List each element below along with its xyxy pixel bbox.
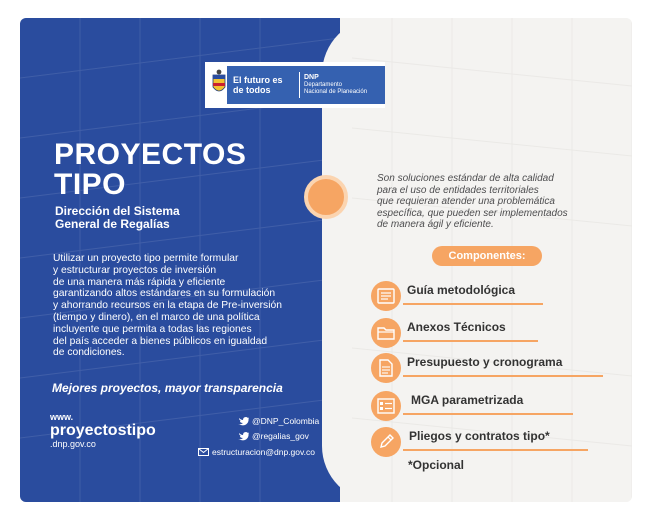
component-underline xyxy=(403,303,543,305)
description-line: Son soluciones estándar de alta calidad xyxy=(377,173,554,184)
title-line-2: TIPO xyxy=(54,168,127,201)
intro-line: garantizando altos estándares en su formulación xyxy=(53,288,276,300)
twitter-regalias-link[interactable] xyxy=(238,431,309,441)
intro-line: Utilizar un proyecto tipo permite formular xyxy=(53,253,239,264)
description xyxy=(377,173,615,231)
twitter-handle-2: @regalias_gov xyxy=(252,431,309,441)
description-line: específica, que pueden ser implementados xyxy=(377,207,568,219)
component-underline xyxy=(403,449,588,451)
intro-line: del país acceder a bienes públicos en igualdad xyxy=(53,335,268,347)
component-label: MGA parametrizada xyxy=(411,393,524,407)
slogan: Mejores proyectos, mayor transparencia xyxy=(52,381,283,395)
description-line: que requieran atender una problemática xyxy=(377,196,555,207)
twitter-icon xyxy=(238,417,249,426)
twitter-handle-1: @DNP_Colombia xyxy=(252,416,320,426)
mail-icon xyxy=(198,448,209,456)
website-link[interactable] xyxy=(50,412,156,449)
subtitle-line-2: General de Regalías xyxy=(55,217,170,231)
guide-icon xyxy=(371,281,401,311)
description-line: de manera ágil y eficiente. xyxy=(377,219,494,230)
intro-line: (tiempo y dinero), en el marco de una política xyxy=(53,311,260,323)
website-domain: .dnp.gov.co xyxy=(50,439,96,449)
component-label: Pliegos y contratos tipo* xyxy=(409,429,550,443)
intro-line: de una manera más rápida y eficiente xyxy=(53,276,226,288)
description-line: para el uso de entidades territoriales xyxy=(377,184,539,196)
website-main: proyectostipo xyxy=(50,422,156,439)
logo-org-short: DNP xyxy=(304,74,319,81)
accent-circle xyxy=(304,175,348,219)
page-subtitle xyxy=(55,205,180,231)
intro-line: y ahorrando recursos en la etapa de Pre-inversión xyxy=(53,300,282,312)
component-underline xyxy=(403,413,573,415)
website-www: www. xyxy=(50,412,74,422)
logo-org xyxy=(304,74,367,96)
document-icon xyxy=(371,353,401,383)
folder-icon xyxy=(371,318,401,348)
title-line-1: PROYECTOS xyxy=(54,138,247,171)
component-underline xyxy=(403,340,538,342)
twitter-icon xyxy=(238,432,249,441)
logo-banner xyxy=(227,66,385,104)
pencil-icon xyxy=(371,427,401,457)
email-address: estructuracion@dnp.gov.co xyxy=(212,447,315,457)
logo-org-line2: Nacional de Planeación xyxy=(304,89,368,95)
component-underline xyxy=(403,375,603,377)
logo-tagline: El futuro es de todos xyxy=(233,75,283,95)
components-heading: Componentes: xyxy=(432,246,542,266)
subtitle-line-1: Dirección del Sistema xyxy=(55,204,180,218)
intro-line: incluyente que permita a todas las regiones xyxy=(53,323,252,335)
optional-note: *Opcional xyxy=(408,458,465,472)
logo-org-line1: Departamento xyxy=(304,82,343,88)
component-label: Presupuesto y cronograma xyxy=(407,355,563,369)
coat-of-arms-icon xyxy=(212,69,226,99)
email-link[interactable] xyxy=(198,447,315,457)
intro-paragraph xyxy=(53,253,318,359)
form-icon xyxy=(371,391,401,421)
component-label: Anexos Técnicos xyxy=(407,320,506,334)
intro-line: y estructurar proyectos de inversión xyxy=(53,264,217,276)
page-title xyxy=(54,140,246,200)
logo-divider xyxy=(299,72,300,98)
government-logo xyxy=(205,62,385,108)
intro-line: de condiciones. xyxy=(53,347,125,359)
twitter-dnp-link[interactable] xyxy=(238,416,319,426)
component-label: Guía metodológica xyxy=(407,283,516,297)
